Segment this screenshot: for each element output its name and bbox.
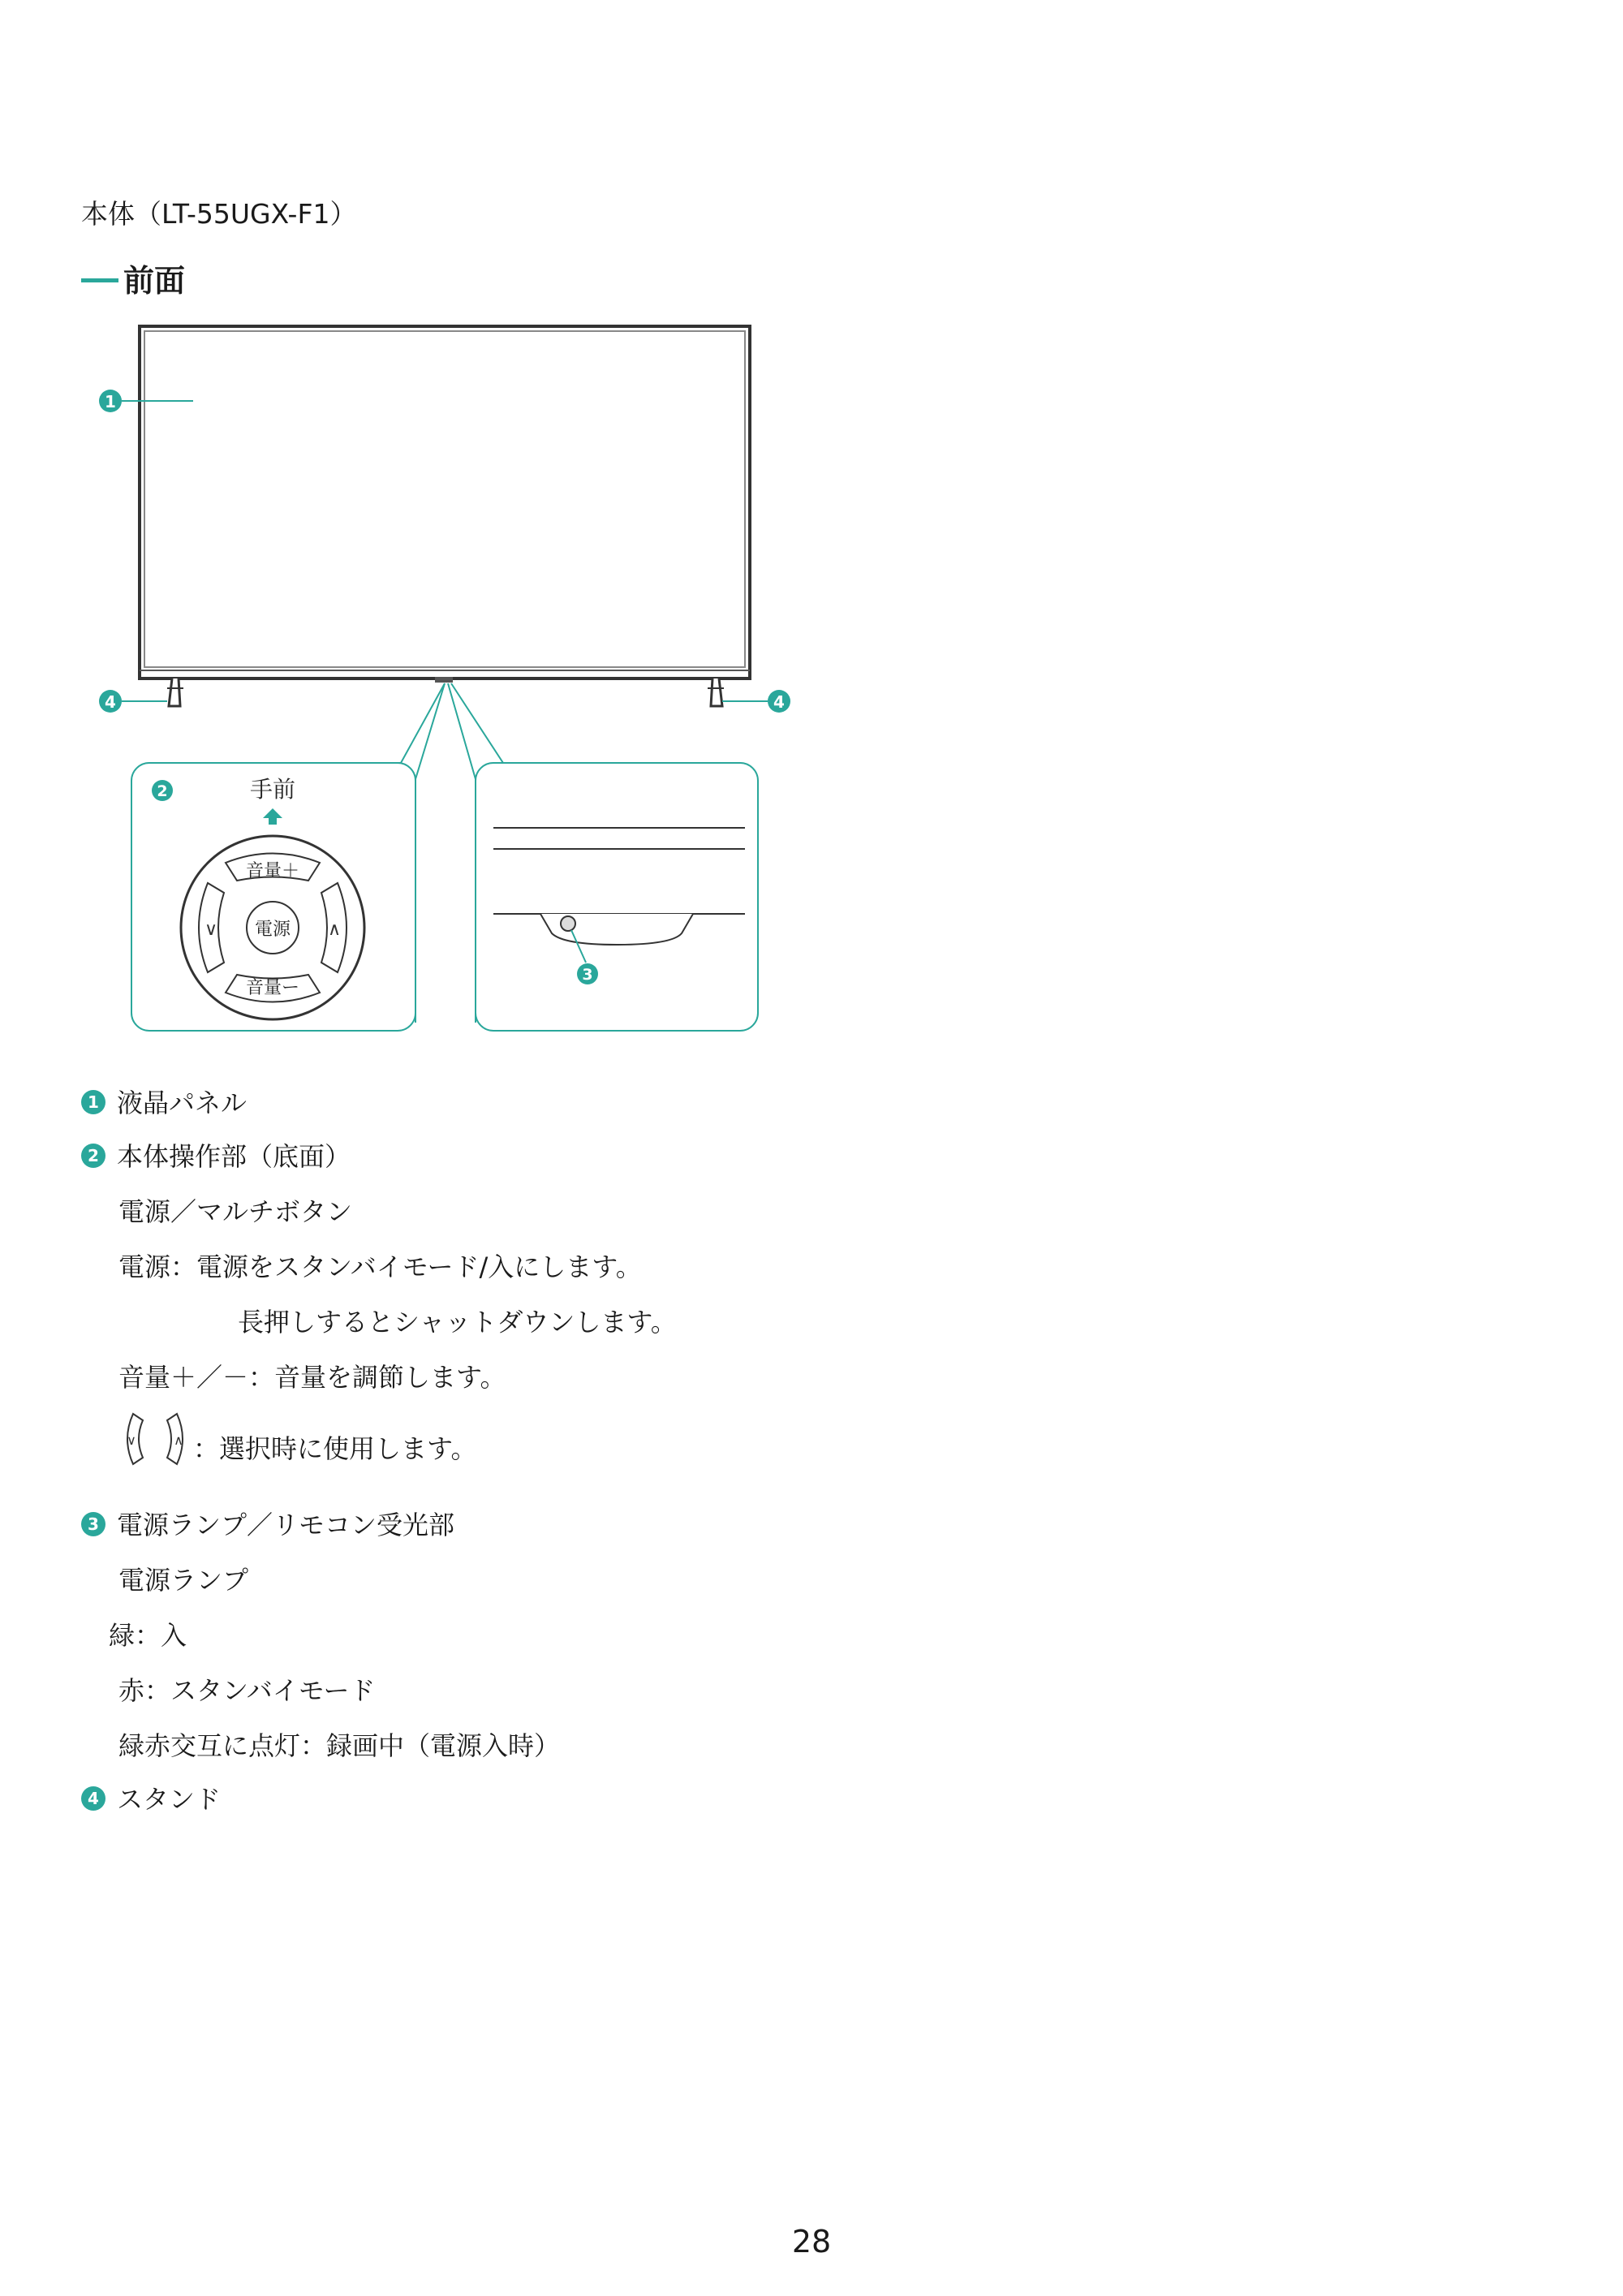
- item-3-sub-1: 電源ランプ: [118, 1565, 249, 1596]
- item-1-label: 液晶パネル: [117, 1088, 248, 1118]
- item-4-label: スタンド: [117, 1784, 222, 1815]
- item-3: [81, 1505, 454, 1542]
- section-title-text: 前面: [123, 263, 186, 299]
- mini-up-label: ∧: [174, 1432, 183, 1448]
- item-3-label: 電源ランプ／リモコン受光部: [117, 1510, 455, 1540]
- item-2-sub-5-text: ：選択時に使用します。: [193, 1433, 477, 1464]
- down-up-buttons-icon: [118, 1411, 193, 1467]
- page-number: 28: [791, 2224, 832, 2259]
- leader-to-controls-2: [415, 683, 445, 1023]
- item-2-label: 本体操作部（底面）: [117, 1141, 351, 1172]
- item-3-sub-3: 赤：スタンバイモード: [118, 1675, 376, 1706]
- callout-4-left-number: 4: [105, 692, 116, 712]
- volume-up-label: 音量＋: [245, 861, 300, 881]
- leader-to-lamp-2: [451, 683, 738, 763]
- item-3-number: 3: [81, 1512, 105, 1536]
- callout-1-number: 1: [105, 392, 116, 411]
- down-button-label: ∨: [204, 920, 218, 940]
- stand-left: [169, 678, 180, 706]
- item-2-sub-2: 電源：電源をスタンバイモード/入にします。: [118, 1251, 642, 1282]
- item-2-sub-3: 長押しするとシャットダウンします。: [238, 1307, 677, 1338]
- item-1: [81, 1083, 247, 1120]
- callout-3-number: 3: [582, 966, 593, 984]
- stand-right: [711, 678, 722, 706]
- power-lamp-bump: [435, 677, 453, 683]
- tv-panel-inner: [144, 331, 745, 667]
- item-2-sub-1: 電源／マルチボタン: [118, 1196, 353, 1227]
- item-2-sub-5: [118, 1411, 476, 1467]
- power-button-label: 電源: [254, 920, 291, 940]
- item-4-number: 4: [81, 1786, 105, 1811]
- item-1-number: 1: [81, 1090, 105, 1114]
- callout-2-number: 2: [157, 782, 168, 800]
- front-arrow-icon: [263, 808, 282, 825]
- item-3-sub-4: 緑赤交互に点灯：録画中（電源入時）: [118, 1730, 561, 1761]
- power-lamp-sensor: [561, 916, 575, 931]
- lamp-detail-box: [476, 763, 758, 1031]
- item-4: [81, 1779, 221, 1816]
- tv-panel-outer: [140, 326, 750, 678]
- leader-to-controls: [151, 683, 445, 763]
- front-label: 手前: [249, 776, 296, 803]
- leader-to-lamp: [448, 683, 476, 1023]
- item-2-number: 2: [81, 1144, 105, 1168]
- volume-down-label: 音量ー: [245, 978, 300, 998]
- item-2-sub-4: 音量＋／－：音量を調節します。: [118, 1362, 506, 1393]
- model-title: 本体（LT-55UGX-F1）: [81, 198, 357, 230]
- item-3-sub-2: 緑：入: [109, 1620, 187, 1651]
- callout-4-right-number: 4: [773, 692, 785, 712]
- mini-down-label: ∨: [127, 1432, 136, 1448]
- tv-front-diagram: [0, 0, 1623, 1055]
- up-button-label: ∧: [327, 920, 342, 940]
- item-2: [81, 1136, 351, 1174]
